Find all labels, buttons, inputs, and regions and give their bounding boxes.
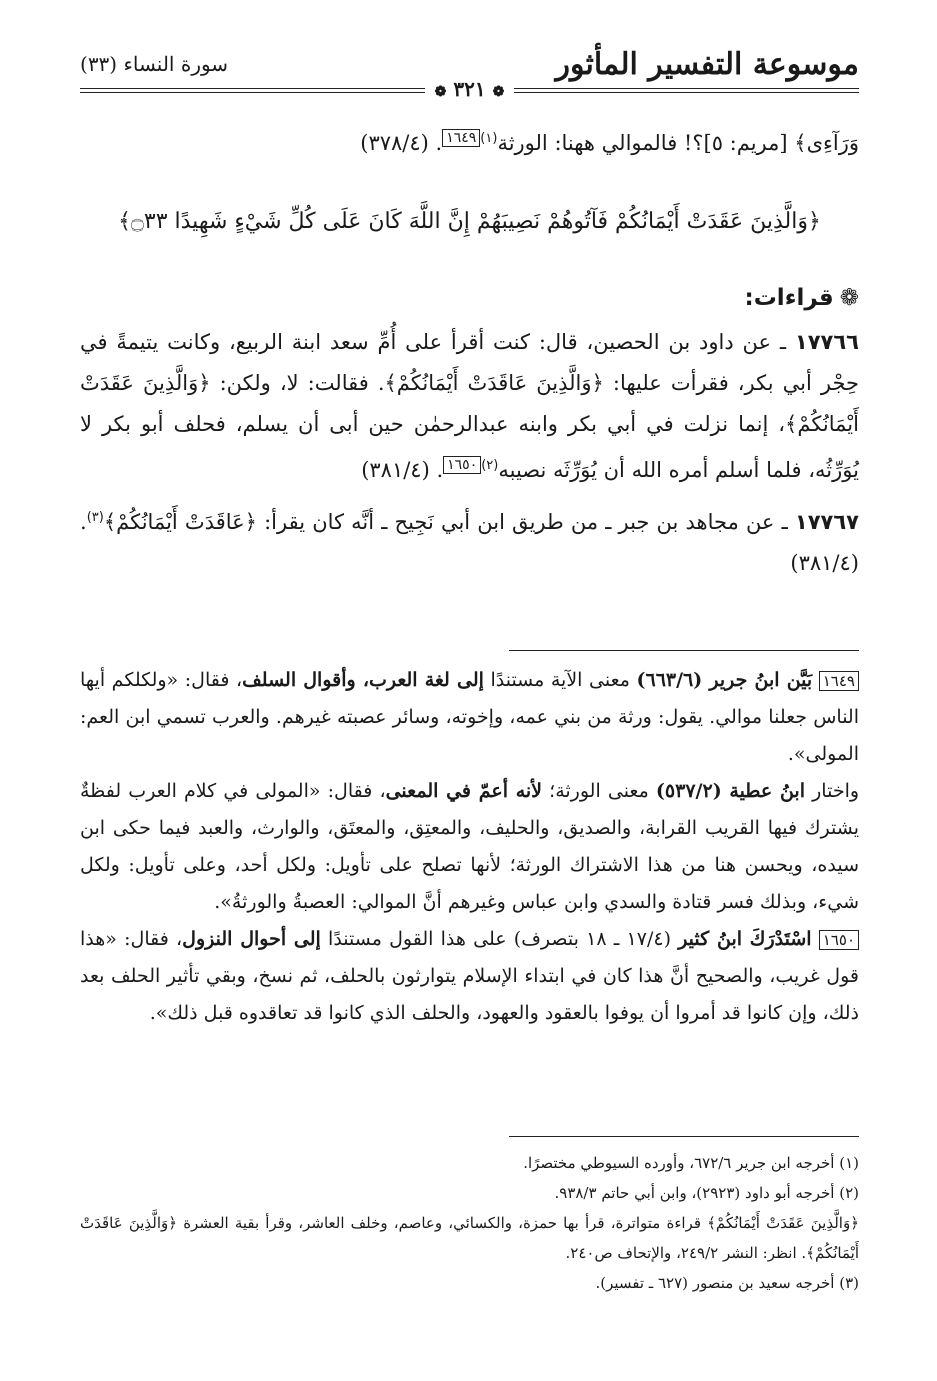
ornament-right-icon: ❁ xyxy=(492,84,505,100)
ornament-left-icon: ❁ xyxy=(434,84,447,100)
commentary-paragraph xyxy=(80,773,859,921)
footnote-ref: (١) xyxy=(480,131,498,146)
footnote-item: (٢) أخرجه أبو داود (٢٩٢٣)، وابن أبي حاتم ٩٣٨/٣. xyxy=(554,1184,859,1202)
volume-ref: . (٣٨١/٤) xyxy=(361,458,444,482)
surah-label: سورة النساء (٣٣) xyxy=(80,52,229,76)
volume-ref: . (٣٨١/٤) xyxy=(80,510,859,575)
commentary-author: ابنُ عطية (٥٣٧/٢) xyxy=(655,780,805,802)
flower-icon: ❁ xyxy=(839,285,859,311)
page-number xyxy=(425,76,515,105)
continuation-text: وَرَآءِى﴾ [مريم: ٥]؟! فالموالي ههنا: الورثة xyxy=(497,131,859,155)
footnote-divider xyxy=(509,1136,859,1137)
commentary-divider xyxy=(509,650,859,651)
narration-text: ـ عن مجاهد بن جبر ـ من طريق ابن أبي نَجِيح ـ أنَّه كان يقرأ: ﴿عَاقَدَتْ أَيْمَانُكُمْ﴾ xyxy=(103,510,788,534)
narration xyxy=(80,497,859,584)
footnote-ref: (٢) xyxy=(481,458,499,473)
commentary-text: معنى الورثة؛ xyxy=(542,780,656,802)
narration-number: ١٧٧٦٦ xyxy=(794,330,859,354)
commentary-author: اسْتَدْرَكَ ابنُ كثير xyxy=(678,928,812,950)
narration xyxy=(80,322,859,491)
commentary-emphasis: إلى أحوال النزول xyxy=(182,928,321,950)
commentary-paragraph xyxy=(80,662,859,773)
commentary-paragraph xyxy=(80,921,859,1032)
commentary-text: ، فقال: «المولى في كلام العرب لفظةٌ يشترك فيها القريب القرابة، والصديق، والحليف، والمعتِق، والمعتَق، والوارث، والعبد فيما حكى ابن سيده، ويحسن هنا من هذا الاشتراك الورثة؛ لأنها تصلح على تأويل: ولكل أحد، وعلى تأويل: ولكل شيء، وبذلك فسر قتادة والسدي وابن عباس وغيرهم أنَّ الموالي: العصبةُ والورثةُ». xyxy=(80,780,859,913)
footnote-item: (١) أخرجه ابن جرير ٦٧٢/٦، وأورده السيوطي مختصرًا. xyxy=(523,1154,859,1172)
page-number-value: ٣٢١ xyxy=(453,77,486,101)
commentary-text: ، فقال: «ولكلكم أيها الناس جعلنا موالي. يقول: ورثة من بني عمه، وإخوته، وسائر عصبته غيرهم. والعرب تسمي ابن العم: المولى». xyxy=(80,669,859,765)
commentary-ref-box: ١٦٤٩ xyxy=(442,129,480,147)
page-number-wrap xyxy=(80,76,859,105)
commentary-ref-box: ١٦٥٠ xyxy=(443,456,481,474)
commentary-number-box: ١٦٤٩ xyxy=(819,671,859,691)
quran-verse: ﴿وَالَّذِينَ عَقَدَتْ أَيْمَانُكُمْ فَآتُوهُمْ نَصِيبَهُمْ إِنَّ اللَّهَ كَانَ عَلَى كُلِّ شَيْءٍ شَهِيدًا ۝٣٣﴾ xyxy=(118,209,821,234)
narration-number: ١٧٧٦٧ xyxy=(794,510,859,534)
footnote-item: (٣) أخرجه سعيد بن منصور (٦٢٧ ـ تفسير). xyxy=(595,1274,859,1292)
commentary-lead: واختار xyxy=(804,780,860,802)
commentary-text: معنى الآية مستندًا xyxy=(483,669,637,691)
commentary-text: (١٧/٤ ـ ١٨ بتصرف) على هذا القول مستندًا xyxy=(320,928,679,950)
commentary-emphasis: لأنه أعمّ في المعنى xyxy=(385,780,543,802)
main-text xyxy=(80,118,859,584)
commentary-emphasis: إلى لغة العرب، وأقوال السلف xyxy=(242,669,484,691)
commentary-text: ، فقال: «هذا قول غريب، والصحيح أنَّ هذا كان في ابتداء الإسلام يتوارثون بالحلف، ثم نسخ، وبقي تأثير الحلف بعد ذلك، وإن كانوا قد أمروا أن يوفوا بالعقود والعهود، والحلف الذي كانوا قد تعاقدوه قبل ذلك». xyxy=(80,928,859,1024)
commentary-section xyxy=(80,662,859,1032)
section-heading xyxy=(80,280,859,316)
narration-text: ـ عن داود بن الحصين، قال: كنت أقرأ على أُمِّ سعد ابنة الربيع، وكانت يتيمةً في حِجْر أبي بكر، فقرأت عليها: ﴿وَالَّذِينَ عَاقَدَتْ أَيْمَانُكُمْ﴾. فقالت: لا، ولكن: ﴿وَالَّذِينَ عَقَدَتْ أَيْمَانُكُمْ﴾، إنما نزلت في أبي بكر وابنه عبدالرحمٰن حين أبى أن يسلم، فحلف أبو بكر لا يُوَرِّثُه، فلما أسلم أمره الله أن يُوَرِّثَه نصيبه xyxy=(80,330,859,482)
footnote-ref: (٣) xyxy=(86,510,104,525)
page-header xyxy=(80,47,859,101)
footnotes xyxy=(80,1148,859,1298)
footnote-item: ﴿وَالَّذِينَ عَقَدَتْ أَيْمَانُكُمْ﴾ قراءة متواترة، قرأ بها حمزة، والكسائي، وعاصم، وخلف العاشر، وقرأ بقية العشرة ﴿وَالَّذِينَ عَاقَدَتْ أَيْمَانُكُمْ﴾. انظر: النشر ٢٤٩/٢، والإتحاف ص٢٤٠. xyxy=(80,1214,859,1262)
commentary-author: بَيَّن ابنُ جرير (٦٦٣/٦) xyxy=(636,669,813,691)
commentary-number-box: ١٦٥٠ xyxy=(819,930,859,950)
volume-ref: . (٣٧٨/٤) xyxy=(360,131,443,155)
continuation-line xyxy=(80,118,859,164)
section-heading-text: قراءات: xyxy=(744,285,834,311)
book-title: موسوعة التفسير المأثور xyxy=(555,47,859,82)
